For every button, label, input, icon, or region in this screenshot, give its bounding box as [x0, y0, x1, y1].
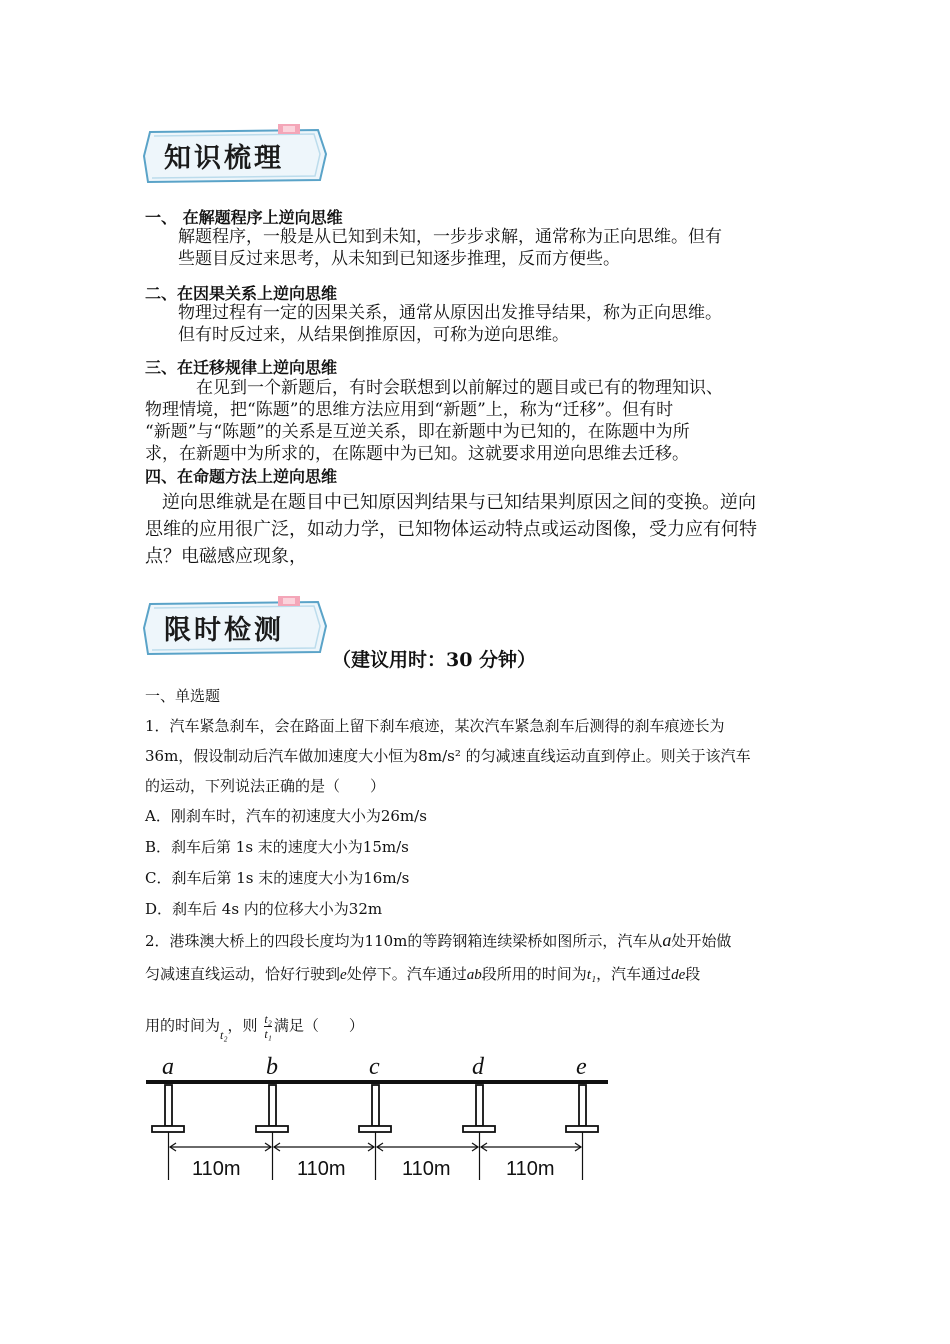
- q2-text: ，则: [227, 1016, 258, 1035]
- bridge-pier: [463, 1085, 495, 1132]
- q2-var: ab: [466, 967, 482, 983]
- q2-text: 满足（ ）: [273, 1016, 364, 1035]
- q2-text: 匀减速直线运动，恰好行驶到: [145, 965, 341, 983]
- q1-option-a: A．刚刹车时，汽车的初速度大小为26m/s: [145, 807, 427, 825]
- knowledge-line: 物理情境，把“陈题”的思维方法应用到“新题”上，称为“迁移”。但有时: [145, 400, 674, 420]
- segment-label-cd: 110m: [402, 1158, 451, 1180]
- bridge-figure: [140, 1050, 620, 1190]
- section-banner-knowledge: [140, 124, 330, 186]
- q1-option-c: C．刹车后第 1s 末的速度大小为16m/s: [145, 869, 410, 887]
- q2-var: a: [662, 930, 672, 950]
- bridge-pier: [359, 1085, 391, 1132]
- knowledge-heading-1: 一、 在解题程序上逆向思维: [145, 208, 343, 227]
- q2-text: 2．港珠澳大桥上的四段长度均为110m的等跨钢箱连续梁桥如图所示，汽车从: [145, 932, 663, 950]
- knowledge-heading-4: 四、在命题方法上逆向思维: [145, 467, 338, 486]
- q2-text: 处开始做: [671, 932, 732, 950]
- q1-line: 36m，假设制动后汽车做加速度大小恒为8m/s² 的匀减速直线运动直到停止。则关于该汽车: [145, 747, 751, 765]
- time-hint: （建议用时：30 分钟）: [332, 649, 537, 671]
- q1-option-b: B．刹车后第 1s 末的速度大小为15m/s: [145, 838, 409, 856]
- point-label-b: b: [266, 1054, 278, 1080]
- q2-var: e: [340, 967, 347, 983]
- bridge-pier: [152, 1085, 184, 1132]
- point-label-e: e: [576, 1054, 587, 1080]
- q1-option-d: D．刹车后 4s 内的位移大小为32m: [145, 900, 383, 918]
- knowledge-line: 但有时反过来，从结果倒推原因，可称为逆向思维。: [178, 325, 569, 345]
- fraction-numerator: t₂: [264, 1012, 272, 1026]
- bridge-pier: [256, 1085, 288, 1132]
- question-type-label: 一、单选题: [145, 687, 221, 705]
- segment-label-bc: 110m: [297, 1158, 346, 1180]
- knowledge-line: 逆向思维就是在题目中已知原因判结果与已知结果判原因之间的变换。逆向: [162, 492, 756, 513]
- knowledge-heading-2: 二、在因果关系上逆向思维: [145, 284, 338, 303]
- q2-text: 段: [685, 965, 701, 983]
- q2-text: ，汽车通过: [596, 965, 672, 983]
- banner-title: 知识梳理: [164, 143, 284, 174]
- q2-line-1: [145, 930, 731, 951]
- q2-line-3: [145, 1012, 364, 1041]
- point-label-a: a: [162, 1054, 174, 1080]
- q2-var: de: [671, 967, 686, 983]
- knowledge-line: 求，在新题中为所求的，在陈题中为已知。这就要求用逆向思维去迁移。: [145, 444, 689, 464]
- knowledge-line: 点？电磁感应现象，: [145, 546, 307, 567]
- banner-title: 限时检测: [164, 615, 284, 646]
- knowledge-line: “新题”与“陈题”的关系是互逆关系，即在新题中为已知的，在陈题中为所: [145, 422, 690, 442]
- q2-line-2: [145, 964, 700, 985]
- section-banner-quiz: [140, 596, 330, 658]
- q2-text: 段所用的时间为: [481, 965, 587, 983]
- q1-line: 的运动，下列说法正确的是（ ）: [145, 777, 386, 795]
- segment-label-de: 110m: [506, 1158, 555, 1180]
- bridge-pier: [566, 1085, 598, 1132]
- q2-text: 处停下。汽车通过: [346, 965, 467, 983]
- q2-var: t₂: [220, 1027, 228, 1042]
- q1-line: 1．汽车紧急刹车，会在路面上留下刹车痕迹，某次汽车紧急刹车后测得的刹车痕迹长为: [145, 717, 725, 735]
- segment-label-ab: 110m: [192, 1158, 241, 1180]
- fraction-denominator: t₁: [264, 1027, 272, 1041]
- knowledge-line: 解题程序，一般是从已知到未知，一步步求解，通常称为正向思维。但有: [178, 227, 722, 247]
- q2-var: t₁: [586, 967, 597, 983]
- knowledge-line: 思维的应用很广泛，如动力学，已知物体运动特点或运动图像，受力应有何特: [145, 519, 757, 540]
- knowledge-heading-3: 三、在迁移规律上逆向思维: [145, 358, 338, 377]
- q2-text: 用的时间为: [145, 1016, 221, 1035]
- point-label-d: d: [472, 1054, 484, 1080]
- knowledge-line: 些题目反过来思考，从未知到已知逐步推理，反而方便些。: [178, 249, 620, 269]
- point-label-c: c: [369, 1054, 380, 1080]
- knowledge-line: 物理过程有一定的因果关系，通常从原因出发推导结果，称为正向思维。: [178, 303, 722, 323]
- q2-fraction: [264, 1012, 272, 1041]
- knowledge-line: 在见到一个新题后，有时会联想到以前解过的题目或已有的物理知识、: [196, 378, 723, 398]
